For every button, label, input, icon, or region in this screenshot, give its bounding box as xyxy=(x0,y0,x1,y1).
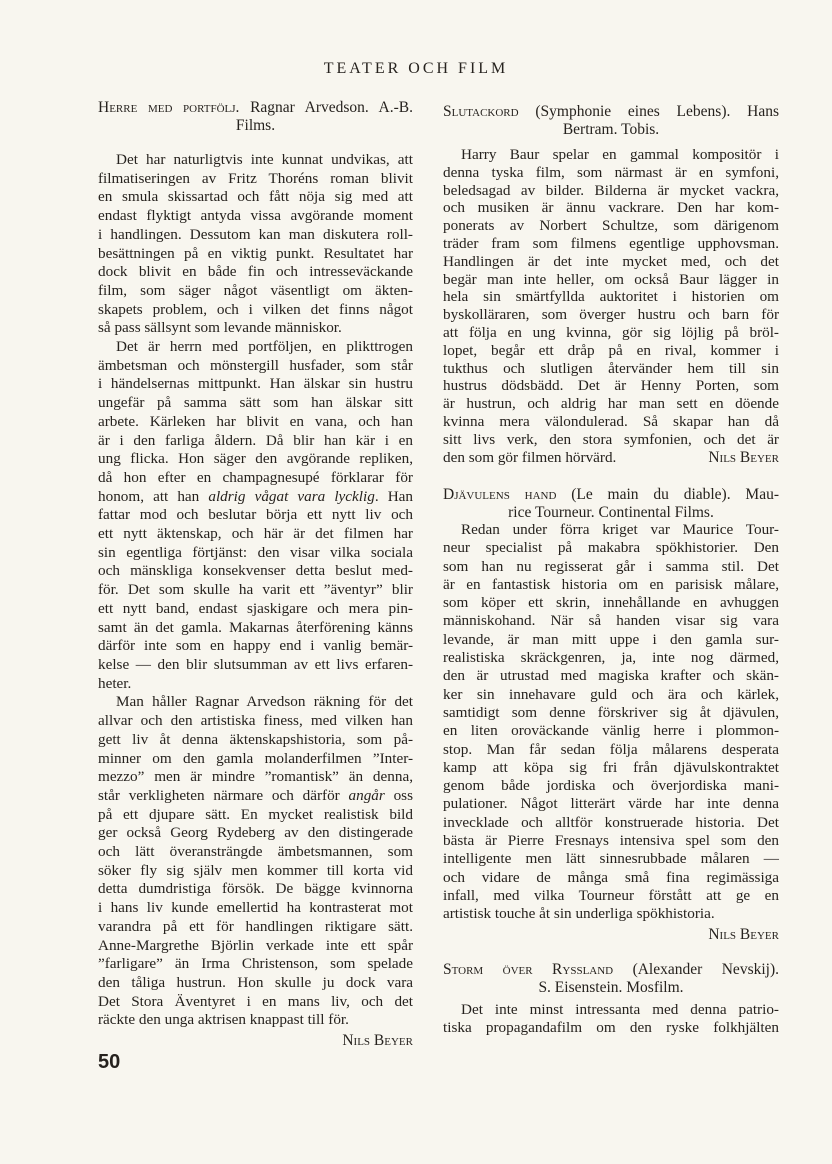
text-segment: står verkligheten närmare och därför xyxy=(98,786,349,804)
text-line: Det är herrn med portföljen, en plikttrogen xyxy=(116,338,413,356)
text-line: arbete. Kärleken har blivit en vana, och han xyxy=(98,412,413,430)
text-line: varandra på ett för handlingen riktigare sätt. xyxy=(98,917,413,935)
article-body xyxy=(443,1001,779,1037)
text-line: realistiska skräckgenren, ja, inte nog därmed, xyxy=(443,649,779,667)
text-line: och vidare de många små fina regimässiga xyxy=(443,868,779,886)
text-line: besättningen på en viktig punkt. Resultatet har xyxy=(98,244,413,262)
text-line: samtidigt som denne förskriver sig åt djävulen, xyxy=(443,703,779,721)
text-line: i handlingen. Dessutom kan man diskutera roll- xyxy=(98,225,413,243)
text-line: för. Det som skulle ha varit ett ”äventyr” blir xyxy=(98,581,413,599)
text-line: Redan under förra kriget var Maurice Tour- xyxy=(461,521,779,538)
signature: Nils Beyer xyxy=(708,449,779,466)
text-line: ger också Georg Rydeberg av den distingerade xyxy=(98,824,413,842)
italic-text: aldrig vågat vara lycklig xyxy=(208,487,375,505)
article-body xyxy=(98,151,413,1030)
text-line: ett nytt äktenskap, och här är det filmen har xyxy=(98,525,413,543)
text-line: söker fly sig själv men kommer till korta vid xyxy=(98,861,413,879)
article-body xyxy=(443,146,779,466)
text-line: beledsagad av bilder. Bilderna är mycket vackra, xyxy=(443,181,779,199)
text-segment: oss xyxy=(384,786,413,804)
film-title: Storm över Ryssland xyxy=(443,961,614,978)
text-line xyxy=(98,787,413,806)
text-line: är hustrun, och aldrig har man sett en döende xyxy=(443,395,779,413)
text-line: kelse — den blir slutsumman av ett livs erfaren- xyxy=(98,655,413,673)
text-line: hustrus dödsbädd. Det är Henny Porten, som xyxy=(443,377,779,395)
text-line: byskolläraren, som överger hustru och barn för xyxy=(443,306,779,324)
italic-text: angår xyxy=(348,786,385,804)
text-line: infall, med vilka Tourneur förstått att ge en xyxy=(443,886,779,904)
text-line: och lätt överansträngde ämbetsmannen, som xyxy=(98,843,413,861)
text-line: på ett djupare sätt. En mycket realistisk bild xyxy=(98,805,413,823)
text-line: tiska propagandafilm om den ryske folkhjälten xyxy=(443,1019,779,1036)
text-line: denna tyska film, som närmast är en symfoni, xyxy=(443,163,779,181)
text-line: människohand. När så handen visar sig vara xyxy=(443,612,779,630)
film-credits: (Le main du diable). Mau- xyxy=(556,486,779,503)
text-line: bästa är Pierre Fresnays intensiva spel som den xyxy=(443,832,779,850)
text-line: Handlingen är det inte mycket med, och det xyxy=(443,252,779,270)
text-line: stop. Man får sedan följa målarens desperata xyxy=(443,740,779,758)
text-line xyxy=(98,488,413,507)
film-credits-cont: S. Eisenstein. Mosfilm. xyxy=(538,979,684,996)
text-line: detta dumdristiga försök. De bägge kvinnorna xyxy=(98,880,413,898)
text-line: begär man inte heller, om också Baur lägger in xyxy=(443,270,779,288)
text-line: kvinna mera välondulerad. Så skapar han då xyxy=(443,412,779,430)
text-line: räckte den unga aktrisen knappast till för. xyxy=(98,1011,349,1029)
text-line: Harry Baur spelar en gammal kompositör i xyxy=(461,146,779,163)
film-title: Slutackord xyxy=(443,103,519,120)
text-line: kamp att köpa sig fri från djävulskontraktet xyxy=(443,758,779,776)
page-number: 50 xyxy=(98,1051,121,1073)
text-line: och mänskliga konsekvenser detta beslut med- xyxy=(98,562,413,580)
text-line: hela sin smärtfyllda auktoritet i historien om xyxy=(443,288,779,306)
text-line: ett nytt band, endast sjaskigare och mera pin- xyxy=(98,599,413,617)
text-line: skapets problem, och i vilken det finns något xyxy=(98,300,413,318)
text-line: ung flicka. Hon säger den avgörande repliken, xyxy=(98,450,413,468)
text-line: mezzo” men är mindre ”romantisk” än denna, xyxy=(98,768,413,786)
film-credits-cont: rice Tourneur. Continental Films. xyxy=(508,504,714,521)
text-line: fattar mod och beslutar börja ett nytt liv och xyxy=(98,506,413,524)
article-heading xyxy=(443,961,779,997)
text-line: film, som säger något väsentligt om äkten- xyxy=(98,281,413,299)
text-line: är en fantastisk historia om en parisisk målare, xyxy=(443,575,779,593)
text-line: i hans liv kunde emellertid ha kontrasterat mot xyxy=(98,899,413,917)
text-line: att följa en ung kvinna, gör sig löjlig på bröl- xyxy=(443,323,779,341)
text-line: är i den farliga åldern. Då blir han kär i en xyxy=(98,431,413,449)
film-credits-cont: Films. xyxy=(235,117,276,134)
text-line: den som gör filmen hörvärd. xyxy=(443,448,617,466)
text-line: neur specialist på makabra spökhistorier. Den xyxy=(443,539,779,557)
article-body xyxy=(443,521,779,924)
text-line: endast flyktigt antyda vissa avgörande moment xyxy=(98,207,413,225)
film-credits: (Symphonie eines Lebens). Hans xyxy=(518,103,779,120)
text-line: gett liv åt denna äktenskapshistoria, som på- xyxy=(98,730,413,748)
text-line: som köper ett skrin, innehållande en avhuggen xyxy=(443,594,779,612)
text-line: ”farligare” än Irma Christenson, som spelade xyxy=(98,955,413,973)
text-line: Det har naturligtvis inte kunnat undvikas, att xyxy=(116,151,413,168)
film-title: Herre med portfölj. xyxy=(98,99,240,116)
film-title: Djävulens hand xyxy=(443,486,557,503)
text-line: Det Stora Äventyret i en mans liv, och det xyxy=(98,992,413,1010)
text-segment: . Han xyxy=(374,487,413,505)
text-line: artistisk touche åt sin underliga spökhistoria. xyxy=(443,905,715,923)
text-segment: honom, att han xyxy=(98,487,209,505)
text-line: ungefär på samma sätt som han älskar sitt xyxy=(98,394,413,412)
text-line: lopet, begår ett dråp på en rival, kommer i xyxy=(443,341,779,359)
text-line: den är utrustad med magiska krafter och skän- xyxy=(443,667,779,685)
running-head: TEATER OCH FILM xyxy=(323,60,509,77)
text-line: en liten oroväckande vänlig herre i plommon- xyxy=(443,722,779,740)
signature: Nils Beyer xyxy=(708,926,779,943)
signature: Nils Beyer xyxy=(342,1032,413,1049)
text-line: och musiken är ännu vackrare. Den har kom- xyxy=(443,199,779,217)
text-line: i händelsernas mittpunkt. Han älskar sin hustru xyxy=(98,375,413,393)
text-line: en smula skissartad och fått nöja sig med att xyxy=(98,188,413,206)
text-line: tukthus och slutligen återvänder hem till sin xyxy=(443,359,779,377)
text-line: sin egentliga förtjänst: den visar vilka sociala xyxy=(98,543,413,561)
text-line: den tåliga hustrun. Hon skulle ju dock vara xyxy=(98,973,413,991)
text-line: pulationer. Något litterärt värde har inte denna xyxy=(443,795,779,813)
text-line: samt än det gamla. Makarnas återförening känns xyxy=(98,618,413,636)
text-line: dock blivit en både fin och intresseväckande xyxy=(98,263,413,281)
article-heading xyxy=(98,99,413,135)
text-line: allvar och den artistiska finess, med vilken han xyxy=(98,712,413,730)
text-line: som han nu regisserat går i samma stil. Det xyxy=(443,557,779,575)
text-line: filmatiseringen av Fritz Thoréns roman blivit xyxy=(98,169,413,187)
film-credits-cont: Bertram. Tobis. xyxy=(562,121,660,138)
text-line: ämbetsman och mönstergill husfader, som står xyxy=(98,356,413,374)
text-line: intelligente men lätt sinnesrubbade målaren — xyxy=(443,850,779,868)
text-line: ponerats av Norbert Schultze, som därigenom xyxy=(443,217,779,235)
text-line: Man håller Ragnar Arvedson räkning för det xyxy=(116,693,413,711)
film-credits: Ragnar Arvedson. A.-B. xyxy=(239,99,413,116)
text-line: minner om den gamla molanderfilmen ”Inter- xyxy=(98,749,413,767)
text-line: därför inte som en happy end i vanlig bemär- xyxy=(98,637,413,655)
article-heading xyxy=(443,486,779,522)
text-line: Anne-Margrethe Björlin verkade inte ett spår xyxy=(98,936,413,954)
text-line: så pass sällsynt som levande människor. xyxy=(98,319,342,337)
text-line: heter. xyxy=(98,674,132,692)
text-line: genom både jordiska och överjordiska mani- xyxy=(443,777,779,795)
text-line: invecklade och alltför konstruerade historia. Det xyxy=(443,813,779,831)
text-line: sitt livs verk, den stora symfonien, och det är xyxy=(443,430,779,448)
text-line: levande, är man mitt uppe i den gamla sur- xyxy=(443,630,779,648)
film-credits: (Alexander Nevskij). xyxy=(613,961,779,978)
article-heading xyxy=(443,103,779,139)
text-line: ker sin innehavare guld och ära och kärlek, xyxy=(443,685,779,703)
text-line: Det inte minst intressanta med denna patrio- xyxy=(461,1001,779,1018)
text-line: träder fram som filmens egentlige upphovsman. xyxy=(443,234,779,252)
text-line: då hon efter en champagnesupé förklarar för xyxy=(98,468,413,486)
